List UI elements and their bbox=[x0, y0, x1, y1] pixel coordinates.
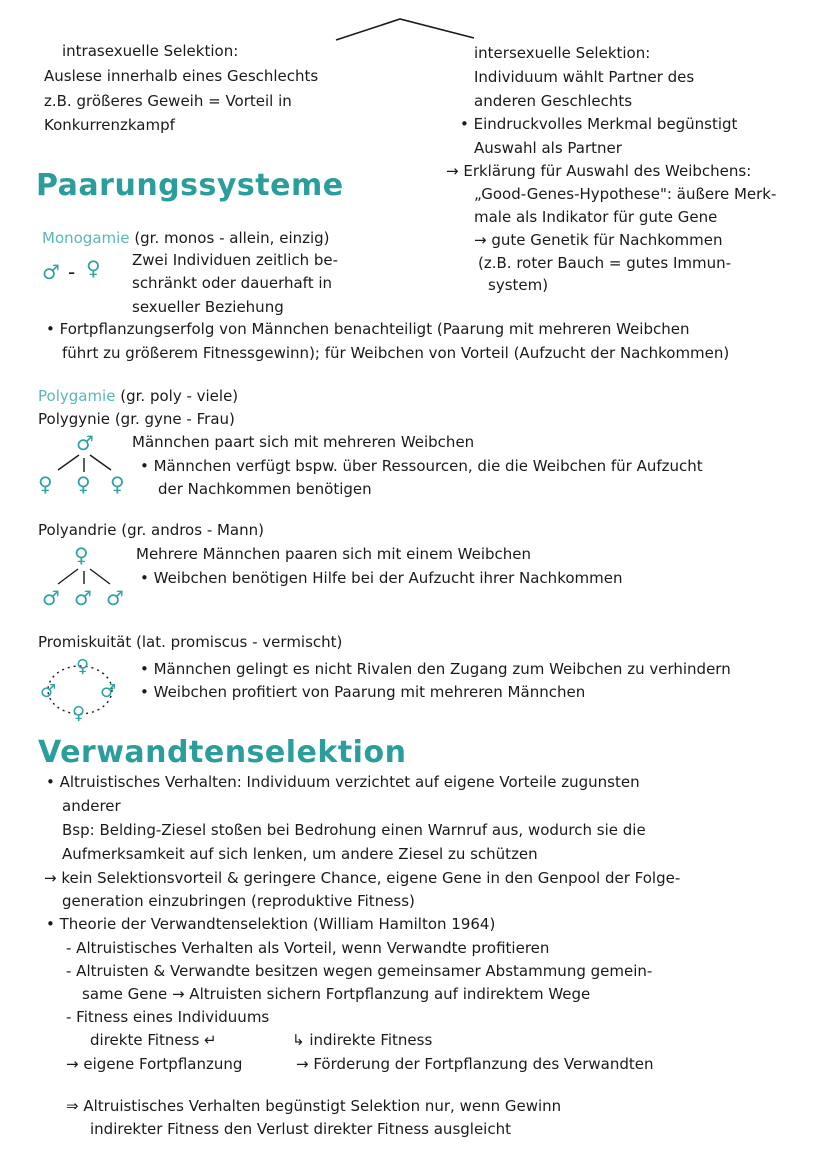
section-title-verwandtenselektion: Verwandtenselektion bbox=[38, 735, 407, 770]
verwandt-line: • Altruistisches Verhalten: Individuum verzichtet auf eigene Vorteile zugunsten bbox=[46, 773, 640, 791]
male-symbol: ♂ bbox=[42, 586, 60, 610]
polygamie-gloss: (gr. poly - viele) bbox=[120, 387, 239, 405]
heading-roof-line bbox=[336, 19, 474, 40]
polyandrie-term-line bbox=[38, 521, 264, 539]
verwandt-line: - Altruistisches Verhalten als Vorteil, wenn Verwandte profitieren bbox=[66, 939, 550, 957]
inter-line: Individuum wählt Partner des bbox=[474, 68, 695, 86]
male-symbol: ♂ bbox=[106, 586, 124, 610]
polygamie-term-line bbox=[38, 387, 238, 405]
inter-line: male als Indikator für gute Gene bbox=[474, 208, 718, 226]
inter-heading: intersexuelle Selektion: bbox=[474, 44, 651, 62]
verwandt-line: indirekter Fitness den Verlust direkter Fitness ausgleicht bbox=[90, 1120, 511, 1138]
verwandt-line: • Theorie der Verwandtenselektion (William Hamilton 1964) bbox=[46, 915, 496, 933]
polyandrie-line: • Weibchen benötigen Hilfe bei der Aufzucht ihrer Nachkommen bbox=[140, 569, 623, 587]
polygynie-line: Männchen paart sich mit mehreren Weibchen bbox=[132, 433, 475, 451]
promiskuitaet-term-line bbox=[38, 633, 342, 651]
promiskuitaet-gloss: (lat. promiscus - vermischt) bbox=[136, 633, 343, 651]
female-symbol: ♀ bbox=[76, 472, 91, 496]
female-symbol: ♀ bbox=[110, 472, 125, 496]
male-symbol: ♂ bbox=[40, 681, 57, 702]
polygynie-term-line bbox=[38, 410, 235, 428]
promiskuitaet-term: Promiskuität bbox=[38, 633, 132, 651]
verwandt-line: ⇒ Altruistisches Verhalten begünstigt Selektion nur, wenn Gewinn bbox=[66, 1097, 562, 1115]
section-title-paarungssysteme: Paarungssysteme bbox=[36, 168, 344, 203]
verwandt-line: - Fitness eines Individuums bbox=[66, 1008, 270, 1026]
verwandt-line: → eigene Fortpflanzung bbox=[66, 1055, 243, 1073]
dash-symbol: - bbox=[68, 260, 76, 284]
monogamie-term: Monogamie bbox=[42, 229, 130, 247]
inter-line: • Eindruckvolles Merkmal begünstigt bbox=[460, 115, 738, 133]
intra-line: Konkurrenzkampf bbox=[44, 116, 175, 134]
polyandrie-gloss: (gr. andros - Mann) bbox=[121, 521, 264, 539]
polygynie-term: Polygynie bbox=[38, 410, 111, 428]
inter-line: → gute Genetik für Nachkommen bbox=[474, 231, 723, 249]
inter-line: Auswahl als Partner bbox=[474, 139, 622, 157]
female-symbol: ♀ bbox=[72, 703, 86, 724]
inter-line: „Good-Genes-Hypothese": äußere Merk- bbox=[474, 185, 777, 203]
monogamie-gloss: (gr. monos - allein, einzig) bbox=[134, 229, 330, 247]
verwandt-line: same Gene → Altruisten sichern Fortpflanzung auf indirektem Wege bbox=[82, 985, 591, 1003]
intra-line: Auslese innerhalb eines Geschlechts bbox=[44, 67, 319, 85]
male-symbol: ♂ bbox=[100, 681, 117, 702]
verwandt-line: direkte Fitness ↵ bbox=[90, 1031, 217, 1049]
monogamie-term-line bbox=[42, 229, 330, 247]
polygynie-line: der Nachkommen benötigen bbox=[158, 480, 372, 498]
intra-heading: intrasexuelle Selektion: bbox=[62, 42, 239, 60]
monogamie-bullet-line: • Fortpflanzungserfolg von Männchen benachteiligt (Paarung mit mehreren Weibchen bbox=[46, 320, 690, 338]
verwandt-line: - Altruisten & Verwandte besitzen wegen gemeinsamer Abstammung gemein- bbox=[66, 962, 653, 980]
monogamie-line: schränkt oder dauerhaft in bbox=[132, 274, 333, 292]
verwandt-line: ↳ indirekte Fitness bbox=[292, 1031, 433, 1049]
promiskuitaet-line: • Männchen gelingt es nicht Rivalen den Zugang zum Weibchen zu verhindern bbox=[140, 660, 731, 678]
polygyny-tree-lines bbox=[58, 455, 111, 472]
polyandrie-line: Mehrere Männchen paaren sich mit einem Weibchen bbox=[136, 545, 532, 563]
inter-line: → Erklärung für Auswahl des Weibchens: bbox=[446, 162, 752, 180]
female-symbol: ♀ bbox=[86, 256, 101, 280]
inter-line: system) bbox=[488, 276, 549, 294]
verwandt-line: anderer bbox=[62, 797, 121, 815]
promiskuitaet-line: • Weibchen profitiert von Paarung mit mehreren Männchen bbox=[140, 683, 586, 701]
monogamie-line: sexueller Beziehung bbox=[132, 298, 284, 316]
male-symbol: ♂ bbox=[74, 586, 92, 610]
polyandry-tree-lines bbox=[58, 569, 110, 584]
polygamie-term: Polygamie bbox=[38, 387, 116, 405]
male-symbol: ♂ bbox=[42, 260, 60, 284]
intra-line: z.B. größeres Geweih = Vorteil in bbox=[44, 92, 292, 110]
polygynie-line: • Männchen verfügt bspw. über Ressourcen, die die Weibchen für Aufzucht bbox=[140, 457, 703, 475]
female-symbol: ♀ bbox=[76, 656, 90, 677]
female-symbol: ♀ bbox=[38, 472, 53, 496]
inter-line: (z.B. roter Bauch = gutes Immun- bbox=[478, 254, 732, 272]
inter-line: anderen Geschlechts bbox=[474, 92, 633, 110]
polyandrie-term: Polyandrie bbox=[38, 521, 117, 539]
male-symbol: ♂ bbox=[76, 431, 94, 455]
female-symbol: ♀ bbox=[74, 543, 89, 567]
monogamie-line: Zwei Individuen zeitlich be- bbox=[132, 251, 339, 269]
verwandt-line: generation einzubringen (reproduktive Fitness) bbox=[62, 892, 415, 910]
monogamie-bullet-line: führt zu größerem Fitnessgewinn); für Weibchen von Vorteil (Aufzucht der Nachkommen) bbox=[62, 344, 730, 362]
verwandt-line: Aufmerksamkeit auf sich lenken, um andere Ziesel zu schützen bbox=[62, 845, 538, 863]
verwandt-line: → Förderung der Fortpflanzung des Verwandten bbox=[296, 1055, 654, 1073]
polygynie-gloss: (gr. gyne - Frau) bbox=[114, 410, 235, 428]
verwandt-line: Bsp: Belding-Ziesel stoßen bei Bedrohung einen Warnruf aus, wodurch sie die bbox=[62, 821, 646, 839]
verwandt-line: → kein Selektionsvorteil & geringere Chance, eigene Gene in den Genpool der Folge- bbox=[44, 869, 681, 887]
